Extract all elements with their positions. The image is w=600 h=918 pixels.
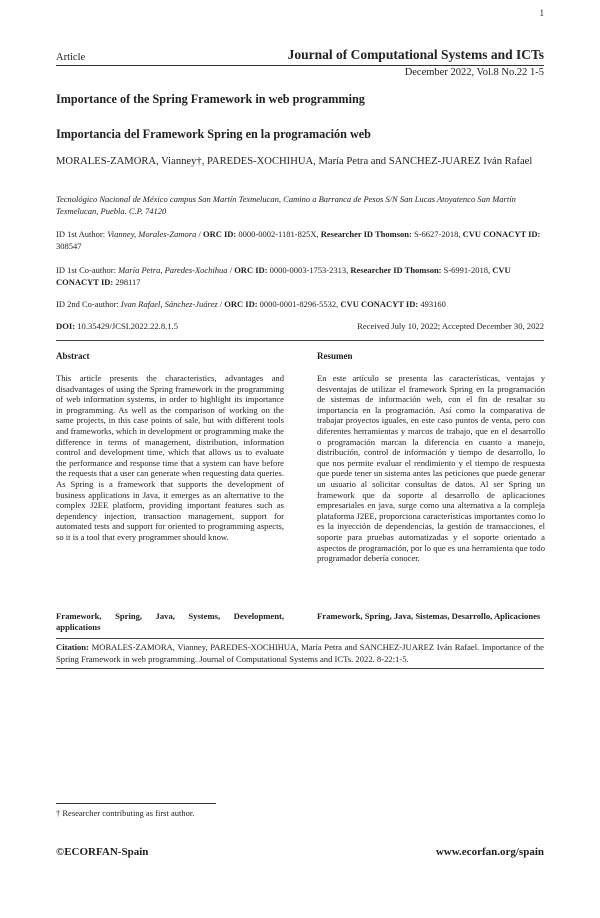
orc-label: ORC ID:: [234, 265, 268, 275]
author-id-1: ID 1st Author: Vianney, Morales-Zamora / ORC ID: 0000-0002-1181-825X, Researcher ID Thomson: S-6627-2018, CVU CONACYT ID: 308547: [56, 229, 541, 251]
researcher-id-label: Researcher ID Thomson:: [320, 229, 412, 239]
footnote: † Researcher contributing as first author.: [56, 808, 195, 818]
id-name: Ivan Rafael, Sánchez-Juárez: [120, 299, 218, 309]
resumen-text: En este artículo se presenta las características, ventajas y desventajas de utilizar el framework Spring en la programación de sistemas de información web, con el fin de resaltar su importancia en la programación. Así como la comparativa de trabajar proyectos iguales, en este caso puntos de venta, pero con diferentes herramientas y marcos de trabajo, que en el desarrollo o programación marcan la diferencia en cuanto a manejo, distribución, control de información y tiempo de desarrollo, lo que nos permite evaluar el rendimiento y el tiempo de respuesta que puede tener un sistema antes las peticiones que puede generar un usuario al solicitar consultas de datos. Al ser Spring un framework que da soporte al desarrollo de aplicaciones empresariales en java, surge como una alternativa a la compleja plataforma J2EE, proporciona características importantes como lo es la inyección de dependencias, la gestión de transacciones, el soporte para pruebas automatizadas y el soporte orientado a aspectos de programación, por lo que es una herramienta que todo programador debería conocer.: [317, 373, 545, 564]
cvu-label: CVU CONACYT ID:: [56, 265, 511, 287]
affiliation: Tecnológico Nacional de México campus San Martín Texmelucan, Camino a Barranca de Pesos S/N San Lucas Atoyatenco San Martín Texmelucan, Puebla. C.P. 74120: [56, 194, 516, 216]
researcher-id-value: S-6627-2018,: [411, 229, 463, 239]
footer-publisher: ©ECORFAN-Spain: [56, 846, 149, 858]
keywords-english: Framework, Spring, Java, Systems, Development, applications: [56, 611, 284, 632]
received-dates: Received July 10, 2022; Accepted December 30, 2022: [357, 321, 544, 331]
keywords-spanish: Framework, Spring, Java, Sistemas, Desarrollo, Aplicaciones: [317, 611, 541, 621]
resumen-heading: Resumen: [317, 351, 353, 361]
id-prefix: ID 2nd Co-author:: [56, 299, 121, 309]
orc-value: 0000-0001-8296-5532,: [257, 299, 341, 309]
section-rule-top: [56, 340, 544, 341]
doi-value[interactable]: 10.35429/JCSI.2022.22.8.1.5: [75, 321, 179, 331]
footnote-rule: [56, 803, 216, 804]
cvu-value: 493160: [418, 299, 446, 309]
cvu-label: CVU CONACYT ID:: [340, 299, 419, 309]
orc-label: ORC ID:: [202, 229, 237, 239]
id-name: Vianney, Morales-Zamora: [107, 229, 197, 239]
journal-name: Journal of Computational Systems and ICTs: [287, 47, 544, 62]
header-rule: [56, 65, 544, 66]
author-id-2: ID 1st Co-author: María Petra, Paredes-Xochihua / ORC ID: 0000-0003-1753-2313, Researcher ID Thomson: S-6991-2018, CVU CONACYT ID: 298117: [56, 265, 511, 287]
citation-label: Citation:: [56, 642, 89, 652]
cvu-value: 308547: [56, 241, 82, 251]
id-prefix: ID 1st Author:: [56, 229, 108, 239]
id-prefix: ID 1st Co-author:: [56, 265, 119, 275]
researcher-id-label: Researcher ID Thomson:: [350, 265, 442, 275]
author-list: MORALES-ZAMORA, Vianney†, PAREDES-XOCHIHUA, María Petra and SANCHEZ-JUAREZ Iván Rafael: [56, 156, 533, 167]
orc-label: ORC ID:: [224, 299, 258, 309]
doi: [56, 321, 178, 331]
doi-label: DOI:: [56, 321, 76, 331]
author-id-3: ID 2nd Co-author: Ivan Rafael, Sánchez-Juárez / ORC ID: 0000-0001-8296-5532, CVU CONACYT ID: 493160: [56, 299, 446, 309]
article-type-label: Article: [56, 52, 86, 63]
issue-info: December 2022, Vol.8 No.22 1-5: [404, 67, 544, 78]
footer-website[interactable]: www.ecorfan.org/spain: [435, 846, 544, 858]
citation-text: MORALES-ZAMORA, Vianney, PAREDES-XOCHIHUA, María Petra and SANCHEZ-JUAREZ Iván Rafael. Importance of the Spring Framework in web programming. Journal of Computational Systems and ICTs. 2022. 8-22:1-5.: [56, 642, 544, 664]
id-name: María Petra, Paredes-Xochihua: [118, 265, 228, 275]
cvu-label: CVU CONACYT ID:: [462, 229, 541, 239]
title-english: Importance of the Spring Framework in web programming: [56, 92, 365, 106]
abstract-text: This article presents the characteristics, advantages and disadvantages of using the Spring framework in the programming of web information systems, in order to highlight its importance in programming. As well as the comparison of working on the same projects, in this case points of sale, but with different tools and frameworks, which in development or programming make the difference in terms of management, distribution, information control and development time, which that allows us to evaluate the performance and response time that a system can have before the requests that a user can generate when requesting data queries. As Spring is a framework that supports the development of business applications in Java, it emerges as an alternative to the complex J2EE platform, providing important features such as dependency injection, transaction management, support for automated tests and support for oriented to programming aspects, so it is a tool that every programmer should know.: [56, 373, 284, 542]
citation: [56, 641, 544, 665]
section-rule-citation: [56, 638, 544, 639]
researcher-id-value: S-6991-2018,: [441, 265, 493, 275]
orc-value: 0000-0002-1181-825X,: [236, 229, 321, 239]
orc-value: 0000-0003-1753-2313,: [267, 265, 351, 275]
page-number: 1: [539, 8, 544, 18]
cvu-value: 298117: [113, 277, 141, 287]
abstract-heading: Abstract: [56, 351, 90, 361]
section-rule-bottom: [56, 668, 544, 669]
title-spanish: Importancia del Framework Spring en la programación web: [56, 127, 371, 141]
